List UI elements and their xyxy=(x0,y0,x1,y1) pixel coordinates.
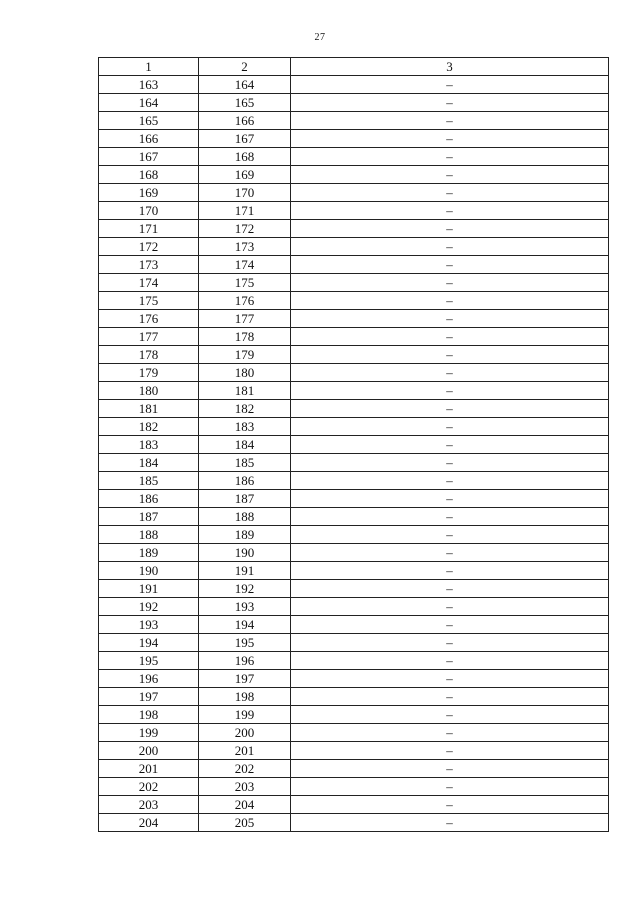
table-cell-col-1: 196 xyxy=(99,670,199,688)
table-row xyxy=(99,472,609,490)
table-cell-col-2: 177 xyxy=(199,310,291,328)
table-cell-col-1: 166 xyxy=(99,130,199,148)
table-row xyxy=(99,382,609,400)
table-cell-col-2: 171 xyxy=(199,202,291,220)
table-row xyxy=(99,724,609,742)
table-cell-col-3: – xyxy=(291,256,609,274)
table-cell-col-3: – xyxy=(291,346,609,364)
table-cell-col-1: 201 xyxy=(99,760,199,778)
table-cell-col-1: 200 xyxy=(99,742,199,760)
table-cell-col-3: – xyxy=(291,94,609,112)
table-cell-col-2: 199 xyxy=(199,706,291,724)
table-cell-col-2: 176 xyxy=(199,292,291,310)
table-cell-col-1: 198 xyxy=(99,706,199,724)
table-cell-col-1: 182 xyxy=(99,418,199,436)
table-row xyxy=(99,274,609,292)
table-cell-col-2: 167 xyxy=(199,130,291,148)
table-cell-col-1: 183 xyxy=(99,436,199,454)
table-cell-col-2: 165 xyxy=(199,94,291,112)
table-row xyxy=(99,310,609,328)
table-cell-col-1: 193 xyxy=(99,616,199,634)
table-row xyxy=(99,256,609,274)
table-cell-col-3: – xyxy=(291,616,609,634)
table-cell-col-3: – xyxy=(291,508,609,526)
table-cell-col-1: 178 xyxy=(99,346,199,364)
table-cell-col-1: 165 xyxy=(99,112,199,130)
table-cell-col-1: 167 xyxy=(99,148,199,166)
table-cell-col-1: 171 xyxy=(99,220,199,238)
table-cell-col-3: – xyxy=(291,706,609,724)
table-row xyxy=(99,562,609,580)
table-cell-col-3: – xyxy=(291,418,609,436)
table-cell-col-1: 187 xyxy=(99,508,199,526)
table-cell-col-3: – xyxy=(291,490,609,508)
table-row xyxy=(99,418,609,436)
table-row xyxy=(99,526,609,544)
table-cell-col-1: 203 xyxy=(99,796,199,814)
table-cell-col-2: 180 xyxy=(199,364,291,382)
table-cell-col-3: – xyxy=(291,562,609,580)
table-cell-col-3: – xyxy=(291,814,609,832)
table-cell-col-2: 200 xyxy=(199,724,291,742)
table-cell-col-2: 203 xyxy=(199,778,291,796)
table-cell-col-3: – xyxy=(291,526,609,544)
table-row xyxy=(99,670,609,688)
table-cell-col-1: 185 xyxy=(99,472,199,490)
page-number: 27 xyxy=(314,32,326,43)
table-cell-col-2: 192 xyxy=(199,580,291,598)
table-cell-col-2: 190 xyxy=(199,544,291,562)
table-cell-col-1: 184 xyxy=(99,454,199,472)
table-row xyxy=(99,598,609,616)
table-row xyxy=(99,760,609,778)
table-row xyxy=(99,94,609,112)
table-cell-col-3: – xyxy=(291,796,609,814)
table-row xyxy=(99,580,609,598)
table-cell-col-2: 172 xyxy=(199,220,291,238)
table-row xyxy=(99,112,609,130)
table-cell-col-3: – xyxy=(291,778,609,796)
table-row xyxy=(99,688,609,706)
table-cell-col-2: 201 xyxy=(199,742,291,760)
table-row xyxy=(99,292,609,310)
table-row xyxy=(99,184,609,202)
table-body xyxy=(99,76,609,832)
table-cell-col-3: – xyxy=(291,634,609,652)
table-cell-col-3: – xyxy=(291,220,609,238)
table-row xyxy=(99,454,609,472)
table-row xyxy=(99,634,609,652)
table-row xyxy=(99,652,609,670)
table-cell-col-3: – xyxy=(291,184,609,202)
table-row xyxy=(99,508,609,526)
data-table xyxy=(98,57,609,832)
table-row xyxy=(99,328,609,346)
table-cell-col-3: – xyxy=(291,670,609,688)
table-cell-col-3: – xyxy=(291,310,609,328)
table-cell-col-3: – xyxy=(291,364,609,382)
table-cell-col-3: – xyxy=(291,382,609,400)
table-cell-col-2: 193 xyxy=(199,598,291,616)
table-cell-col-1: 195 xyxy=(99,652,199,670)
table-cell-col-1: 180 xyxy=(99,382,199,400)
table-cell-col-2: 186 xyxy=(199,472,291,490)
table-cell-col-2: 188 xyxy=(199,508,291,526)
table-cell-col-2: 187 xyxy=(199,490,291,508)
table-row xyxy=(99,166,609,184)
table-cell-col-2: 164 xyxy=(199,76,291,94)
table-cell-col-3: – xyxy=(291,238,609,256)
table-row xyxy=(99,346,609,364)
table-cell-col-1: 197 xyxy=(99,688,199,706)
table-cell-col-2: 168 xyxy=(199,148,291,166)
table-row xyxy=(99,436,609,454)
table-cell-col-2: 198 xyxy=(199,688,291,706)
table-cell-col-2: 196 xyxy=(199,652,291,670)
table-row xyxy=(99,130,609,148)
table-cell-col-3: – xyxy=(291,472,609,490)
table-header-row xyxy=(99,58,609,76)
table-cell-col-3: – xyxy=(291,742,609,760)
table-row xyxy=(99,616,609,634)
table-cell-col-2: 181 xyxy=(199,382,291,400)
table-cell-col-1: 186 xyxy=(99,490,199,508)
table-cell-col-3: – xyxy=(291,454,609,472)
table-cell-col-2: 185 xyxy=(199,454,291,472)
table-cell-col-1: 168 xyxy=(99,166,199,184)
table-cell-col-1: 191 xyxy=(99,580,199,598)
table-cell-col-3: – xyxy=(291,598,609,616)
table-cell-col-1: 176 xyxy=(99,310,199,328)
table-cell-col-3: – xyxy=(291,274,609,292)
table-cell-col-1: 202 xyxy=(99,778,199,796)
table-cell-col-2: 184 xyxy=(199,436,291,454)
table-row xyxy=(99,778,609,796)
table-cell-col-3: – xyxy=(291,436,609,454)
table-cell-col-2: 166 xyxy=(199,112,291,130)
table-cell-col-3: – xyxy=(291,148,609,166)
table-cell-col-3: – xyxy=(291,580,609,598)
table-cell-col-3: – xyxy=(291,130,609,148)
table-row xyxy=(99,400,609,418)
table-cell-col-3: – xyxy=(291,76,609,94)
table-cell-col-3: – xyxy=(291,724,609,742)
table-cell-col-1: 204 xyxy=(99,814,199,832)
table-cell-col-3: – xyxy=(291,112,609,130)
table-cell-col-3: – xyxy=(291,688,609,706)
table-cell-col-1: 189 xyxy=(99,544,199,562)
table-cell-col-2: 194 xyxy=(199,616,291,634)
table-cell-col-2: 202 xyxy=(199,760,291,778)
column-header-3: 3 xyxy=(291,58,609,76)
table-cell-col-1: 172 xyxy=(99,238,199,256)
table-cell-col-1: 170 xyxy=(99,202,199,220)
table-cell-col-2: 178 xyxy=(199,328,291,346)
table-cell-col-1: 173 xyxy=(99,256,199,274)
table-cell-col-2: 170 xyxy=(199,184,291,202)
table-cell-col-2: 175 xyxy=(199,274,291,292)
table-cell-col-3: – xyxy=(291,544,609,562)
table-cell-col-1: 174 xyxy=(99,274,199,292)
table-row xyxy=(99,364,609,382)
table-cell-col-2: 205 xyxy=(199,814,291,832)
table-row xyxy=(99,742,609,760)
table-cell-col-2: 174 xyxy=(199,256,291,274)
table-row xyxy=(99,706,609,724)
table-cell-col-2: 183 xyxy=(199,418,291,436)
table-cell-col-1: 179 xyxy=(99,364,199,382)
table-cell-col-3: – xyxy=(291,166,609,184)
table-cell-col-2: 182 xyxy=(199,400,291,418)
table-row xyxy=(99,544,609,562)
table-cell-col-1: 164 xyxy=(99,94,199,112)
table-cell-col-3: – xyxy=(291,652,609,670)
table-cell-col-1: 190 xyxy=(99,562,199,580)
table-cell-col-1: 175 xyxy=(99,292,199,310)
table-row xyxy=(99,220,609,238)
table-cell-col-1: 192 xyxy=(99,598,199,616)
table-row xyxy=(99,148,609,166)
table-cell-col-3: – xyxy=(291,760,609,778)
table-row xyxy=(99,796,609,814)
table-cell-col-1: 169 xyxy=(99,184,199,202)
table-cell-col-3: – xyxy=(291,328,609,346)
table-cell-col-3: – xyxy=(291,292,609,310)
table-cell-col-2: 169 xyxy=(199,166,291,184)
table-cell-col-1: 194 xyxy=(99,634,199,652)
table-cell-col-1: 177 xyxy=(99,328,199,346)
column-header-1: 1 xyxy=(99,58,199,76)
table-cell-col-1: 181 xyxy=(99,400,199,418)
table-cell-col-3: – xyxy=(291,202,609,220)
table-cell-col-1: 163 xyxy=(99,76,199,94)
table-row xyxy=(99,814,609,832)
table-cell-col-2: 197 xyxy=(199,670,291,688)
table-cell-col-2: 179 xyxy=(199,346,291,364)
table-cell-col-2: 189 xyxy=(199,526,291,544)
table-cell-col-2: 173 xyxy=(199,238,291,256)
table-row xyxy=(99,76,609,94)
table-cell-col-1: 188 xyxy=(99,526,199,544)
table-cell-col-3: – xyxy=(291,400,609,418)
column-header-2: 2 xyxy=(199,58,291,76)
table-row xyxy=(99,202,609,220)
table-cell-col-1: 199 xyxy=(99,724,199,742)
table-cell-col-2: 204 xyxy=(199,796,291,814)
table-cell-col-2: 195 xyxy=(199,634,291,652)
table-cell-col-2: 191 xyxy=(199,562,291,580)
table-row xyxy=(99,490,609,508)
table-row xyxy=(99,238,609,256)
